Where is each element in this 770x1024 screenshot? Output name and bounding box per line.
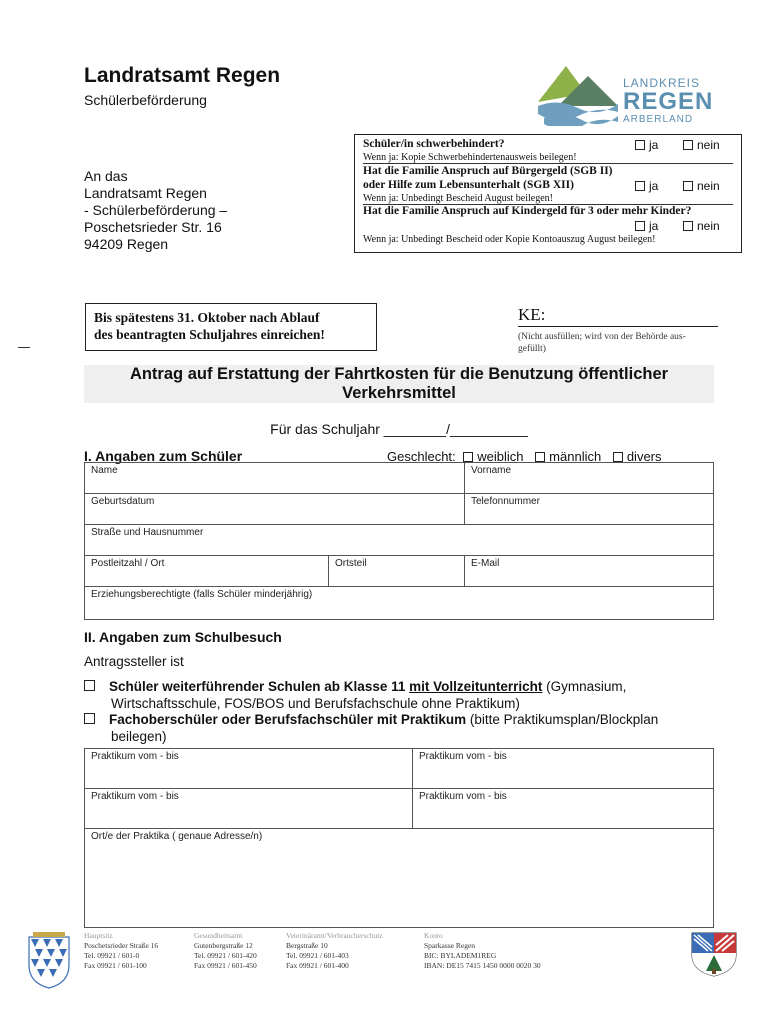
field-label: Vorname: [471, 465, 512, 476]
address-line: Landratsamt Regen: [84, 185, 207, 201]
praktikum-field-1[interactable]: [85, 749, 413, 789]
yes-label: ja: [649, 138, 659, 152]
district-crest-icon: [690, 931, 738, 977]
question-disability-text: Schüler/in schwerbehindert?: [363, 138, 505, 150]
checkbox-icon: [683, 181, 693, 191]
page-title: Landratsamt Regen: [84, 64, 281, 87]
student-data-table: [84, 462, 714, 620]
no-label: nein: [697, 138, 720, 152]
checkbox-icon: [535, 452, 545, 462]
question-kindergeld: Hat die Familie Anspruch auf Kindergeld für 3 oder mehr Kinder?: [363, 205, 692, 217]
question-buergergeld-line1: Hat die Familie Anspruch auf Bürgergeld (SGB II): [363, 165, 613, 177]
footer-head: Veterinäramt/Verbraucherschutz: [286, 931, 383, 940]
applicant-label: Antragssteller ist: [84, 654, 184, 669]
field-label: Straße und Hausnummer: [91, 527, 204, 538]
kindergeld-yes-checkbox[interactable]: [635, 219, 658, 233]
field-label: Praktikum vom - bis: [91, 751, 179, 762]
geburtsdatum-field[interactable]: [85, 494, 465, 525]
logo-line3: ARBERLAND: [623, 114, 694, 125]
recipient-address: [84, 168, 227, 253]
checkbox-icon: [84, 680, 95, 691]
option-vollzeit[interactable]: [84, 678, 626, 712]
checkbox-icon: [635, 181, 645, 191]
checkbox-icon: [635, 221, 645, 231]
ke-note-line1: (Nicht ausfüllen; wird von der Behörde aus-: [518, 332, 686, 342]
deadline-line1: Bis spätestens 31. Oktober nach Ablauf: [94, 310, 320, 325]
footer-head: Konto: [424, 931, 443, 940]
strasse-field[interactable]: [85, 525, 713, 556]
deadline-notice: [85, 303, 377, 351]
address-line: Poschetsrieder Str. 16: [84, 219, 222, 235]
footer-line: Fax 09921 / 601-450: [194, 961, 257, 970]
buergergeld-no-checkbox[interactable]: [683, 179, 720, 193]
question-disability-note: Wenn ja: Kopie Schwerbehindertenausweis beilegen!: [363, 152, 733, 164]
field-label: Praktikum vom - bis: [419, 791, 507, 802]
section1-title: I. Angaben zum Schüler: [84, 448, 243, 464]
question-kindergeld-note: Wenn ja: Unbedingt Bescheid oder Kopie Kontoauszug August beilegen!: [363, 234, 656, 245]
gender-label: Geschlecht: [387, 449, 453, 464]
question-disability: [363, 138, 733, 150]
footer-veterinaeramt: [286, 931, 383, 971]
margin-mark: [18, 347, 30, 348]
disability-yes-checkbox[interactable]: [635, 138, 658, 152]
option-praktikum-rest: (bitte Praktikumsplan/Blockplan: [469, 712, 659, 727]
erziehungsberechtigte-field[interactable]: [85, 587, 713, 619]
ke-field: [518, 305, 718, 355]
buergergeld-yes-checkbox[interactable]: [635, 179, 658, 193]
option-vollzeit-line2: Wirtschaftsschule, FOS/BOS und Berufsfachschule ohne Praktikum): [111, 696, 520, 711]
yes-label: ja: [649, 219, 659, 233]
no-label: nein: [697, 219, 720, 233]
ke-note-line2: gefüllt): [518, 344, 546, 354]
field-label: Erziehungsberechtigte (falls Schüler minderjährig): [91, 589, 313, 600]
field-label: Praktikum vom - bis: [419, 751, 507, 762]
option-vollzeit-rest: (Gymnasium,: [546, 679, 627, 694]
question-buergergeld: [363, 179, 733, 191]
eligibility-questions-box: [354, 134, 742, 253]
section2-title: II. Angaben zum Schulbesuch: [84, 629, 282, 645]
footer-line: Gutenbergstraße 12: [194, 941, 253, 950]
form-title: [84, 365, 714, 403]
praktikum-ort-field[interactable]: [85, 829, 713, 927]
option-praktikum-bold: Fachoberschüler oder Berufsfachschüler mit Praktikum: [109, 712, 467, 727]
question-buergergeld-text: oder Hilfe zum Lebensunterhalt (SGB XII): [363, 179, 574, 191]
praktikum-field-3[interactable]: [85, 789, 413, 829]
mountain-logo-icon: [538, 62, 618, 126]
email-field[interactable]: [465, 556, 713, 587]
footer-line: Sparkasse Regen: [424, 941, 476, 950]
footer-line: Fax 09921 / 601-100: [84, 961, 147, 970]
kindergeld-options: [363, 219, 733, 233]
deadline-line2: des beantragten Schuljahres einreichen!: [94, 327, 325, 342]
plz-ort-field[interactable]: [85, 556, 329, 587]
ortsteil-field[interactable]: [329, 556, 465, 587]
question-buergergeld-note: Wenn ja: Unbedingt Bescheid August beilegen!: [363, 193, 733, 205]
field-label: Postleitzahl / Ort: [91, 558, 165, 569]
field-label: Ortsteil: [335, 558, 367, 569]
bavaria-crest-icon: [25, 931, 73, 989]
address-line: - Schülerbeförderung –: [84, 202, 228, 218]
ke-note: [518, 331, 718, 355]
footer-line: Tel. 09921 / 601-0: [84, 951, 140, 960]
option-praktikum[interactable]: [84, 711, 658, 745]
address-line: An das: [84, 168, 128, 184]
kindergeld-no-checkbox[interactable]: [683, 219, 720, 233]
praktikum-field-4[interactable]: [413, 789, 713, 829]
no-label: nein: [697, 179, 720, 193]
gender-option-label: weiblich: [477, 449, 524, 464]
footer-line: BIC: BYLADEM1REG: [424, 951, 497, 960]
gender-option-label: divers: [626, 449, 662, 464]
footer-line: Tel. 09921 / 601-420: [194, 951, 257, 960]
checkbox-icon: [635, 140, 645, 150]
disability-no-checkbox[interactable]: [683, 138, 720, 152]
form-title-line1: Antrag auf Erstattung der Fahrtkosten für die Benutzung öffentlicher: [129, 365, 669, 383]
footer-gesundheitsamt: [194, 931, 257, 971]
yes-label: ja: [649, 179, 659, 193]
field-label: E-Mail: [471, 558, 500, 569]
praktikum-table: [84, 748, 714, 928]
option-vollzeit-bold: Schüler weiterführender Schulen ab Klasse 11: [109, 679, 406, 694]
vorname-field[interactable]: [465, 463, 713, 494]
option-vollzeit-underlined: mit Vollzeitunterricht: [409, 679, 543, 694]
address-line: 94209 Regen: [84, 236, 169, 252]
school-year-field[interactable]: Für das Schuljahr ________/__________: [270, 421, 528, 437]
field-label: Praktikum vom - bis: [91, 791, 179, 802]
logo-line1: LANDKREIS: [623, 76, 701, 90]
checkbox-icon: [463, 452, 473, 462]
logo-line2: REGEN: [623, 88, 714, 115]
footer-hauptsitz: [84, 931, 158, 971]
gender-option-label: männlich: [549, 449, 602, 464]
gender-colon: :: [452, 449, 456, 464]
footer-head: Gesundheitsamt: [194, 931, 243, 940]
telefon-field[interactable]: [465, 494, 713, 525]
field-label: Name: [91, 465, 118, 476]
footer-head: Hauptsitz: [84, 931, 113, 940]
footer-line: IBAN: DE15 7415 1450 0000 0020 30: [424, 961, 541, 970]
form-title-line2: Verkehrsmittel: [342, 384, 456, 402]
page-subtitle: Schülerbeförderung: [84, 92, 207, 108]
footer-line: Poschetsrieder Straße 16: [84, 941, 159, 950]
footer-line: Tel. 09921 / 601-403: [286, 951, 349, 960]
checkbox-icon: [84, 713, 95, 724]
footer-line: Bergstraße 10: [286, 941, 328, 950]
checkbox-icon: [613, 452, 623, 462]
landkreis-logo: [538, 62, 714, 126]
name-field[interactable]: [85, 463, 465, 494]
option-praktikum-line2: beilegen): [111, 729, 167, 744]
checkbox-icon: [683, 140, 693, 150]
field-label: Ort/e der Praktika ( genaue Adresse/n): [91, 831, 263, 842]
footer-line: Fax 09921 / 601-400: [286, 961, 349, 970]
ke-label: KE:: [518, 305, 718, 327]
footer-konto: [424, 931, 541, 971]
field-label: Telefonnummer: [471, 496, 540, 507]
field-label: Geburtsdatum: [91, 496, 155, 507]
checkbox-icon: [683, 221, 693, 231]
praktikum-field-2[interactable]: [413, 749, 713, 789]
